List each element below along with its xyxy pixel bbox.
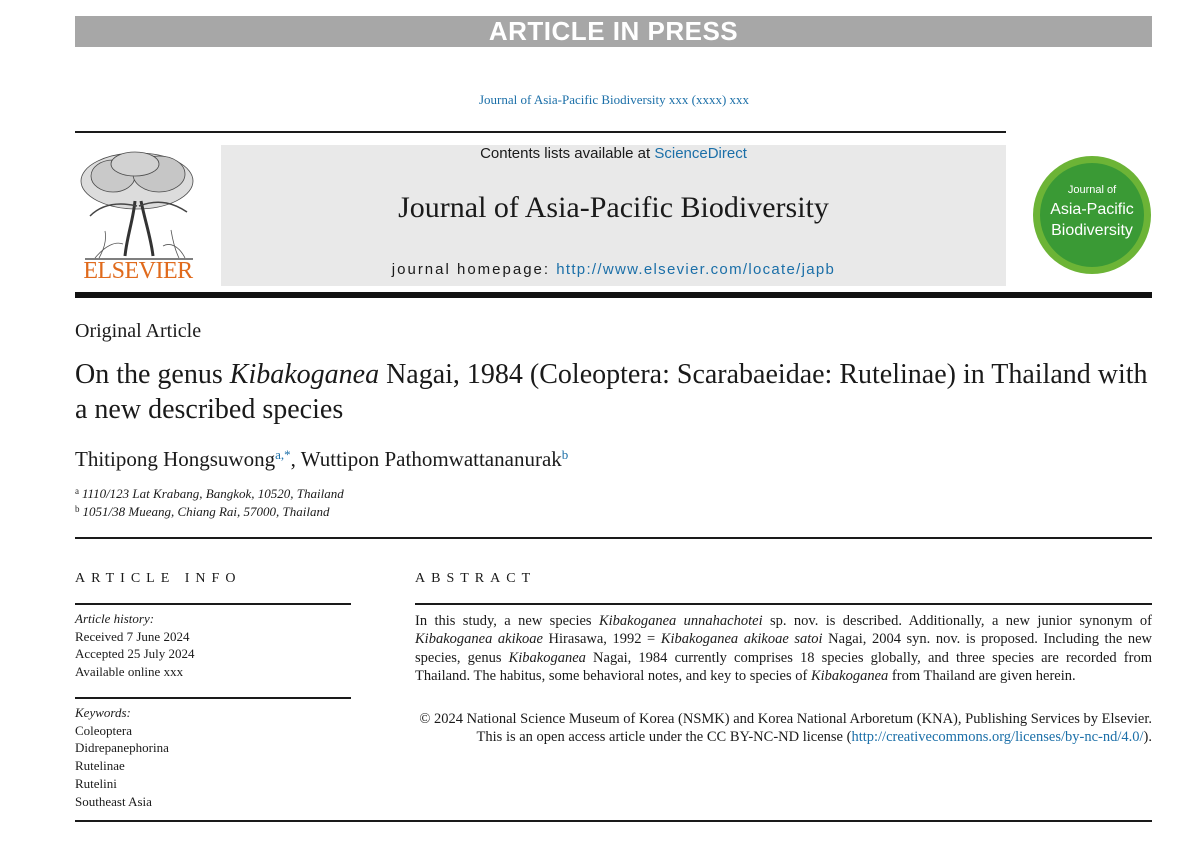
abstract-rule bbox=[415, 603, 1152, 605]
affiliation-b bbox=[75, 504, 330, 520]
copyright-text: © 2024 National Science Museum of Korea (NSMK) and Korea National Arboretum (KNA), Publishing Services by Elsevier. This is an open access article under the CC BY-NC-ND license ( bbox=[419, 711, 1152, 746]
keywords-block bbox=[75, 704, 169, 810]
title-part2: Nagai, 1984 (Coleoptera: Scarabaeidae: Rutelinae) in Thailand with a new described species bbox=[75, 359, 1148, 425]
journal-header-box bbox=[221, 145, 1006, 286]
keyword-item: Coleoptera bbox=[75, 722, 133, 738]
homepage-prefix: journal homepage: bbox=[391, 261, 557, 278]
journal-badge-line2: Asia-Pacific bbox=[1050, 201, 1134, 218]
species-name: Kibakoganea unnahachotei bbox=[598, 613, 763, 629]
header-thick-rule bbox=[75, 292, 1152, 298]
article-info-heading: ARTICLE INFO bbox=[75, 571, 242, 586]
keyword-item: Didrepanephorina bbox=[75, 740, 169, 756]
article-in-press-banner: ARTICLE IN PRESS bbox=[75, 16, 1152, 47]
homepage-link[interactable]: http://www.elsevier.com/locate/japb bbox=[556, 261, 836, 278]
journal-badge-line1: Journal of bbox=[1067, 184, 1117, 196]
history-accepted: Accepted 25 July 2024 bbox=[75, 646, 195, 662]
keyword-item: Rutelini bbox=[75, 775, 117, 791]
abstract-text-part: sp. nov. is described. Additionally, a new junior synonym of bbox=[762, 613, 1152, 629]
header-rule bbox=[75, 131, 1006, 133]
keyword-item: Rutelinae bbox=[75, 758, 125, 774]
affiliation-a bbox=[75, 486, 344, 502]
affiliation-b-mark: b bbox=[75, 504, 80, 514]
title-part1: On the genus bbox=[75, 359, 230, 390]
copyright-notice bbox=[415, 710, 1152, 747]
abstract-text-part: from Thailand are given herein. bbox=[888, 667, 1076, 684]
species-name: Kibakoganea akikoae satoi bbox=[660, 631, 823, 648]
abstract-text-part: Nagai, 2004 syn. nov. is proposed. Including the new species, genus bbox=[415, 631, 1152, 666]
article-type: Original Article bbox=[75, 320, 202, 342]
section-divider bbox=[75, 537, 1152, 539]
affiliation-a-text: 1110/123 Lat Krabang, Bangkok, 10520, Thailand bbox=[82, 486, 344, 501]
contents-prefix: Contents lists available at bbox=[480, 145, 655, 162]
sciencedirect-link[interactable]: ScienceDirect bbox=[654, 145, 747, 162]
author-1-marks[interactable]: a,* bbox=[275, 447, 291, 462]
homepage-line bbox=[221, 261, 1006, 278]
copyright-end: ). bbox=[1143, 729, 1152, 746]
journal-citation[interactable]: Journal of Asia-Pacific Biodiversity xxx (xxxx) xxx bbox=[478, 92, 750, 107]
elsevier-wordmark: ELSEVIER bbox=[83, 258, 193, 284]
author-list bbox=[75, 447, 568, 472]
article-info-rule bbox=[75, 603, 351, 605]
abstract-text-part: Nagai, 1984 currently comprises 18 species globally, and three species are recorded from Thailand. The habitus, some behavioral notes, and key to species of bbox=[415, 649, 1152, 684]
genus-name: Kibakoganea bbox=[508, 649, 586, 666]
journal-badge-line3: Biodiversity bbox=[1051, 222, 1133, 239]
species-name: Kibakoganea akikoae bbox=[415, 631, 543, 648]
keywords-label: Keywords: bbox=[75, 705, 131, 720]
affiliation-a-mark: a bbox=[75, 486, 79, 496]
author-separator: , bbox=[290, 447, 301, 471]
abstract-heading: ABSTRACT bbox=[415, 571, 537, 586]
history-label: Article history: bbox=[75, 611, 155, 626]
abstract-text bbox=[415, 612, 1152, 685]
abstract-text-part: Hirasawa, 1992 = bbox=[542, 631, 661, 648]
journal-name: Journal of Asia-Pacific Biodiversity bbox=[398, 191, 829, 224]
title-genus: Kibakoganea bbox=[229, 359, 380, 390]
genus-name: Kibakoganea bbox=[810, 667, 889, 684]
history-online: Available online xxx bbox=[75, 664, 184, 680]
license-link[interactable]: http://creativecommons.org/licenses/by-nc-nd/4.0/ bbox=[851, 729, 1144, 746]
keywords-rule bbox=[75, 697, 351, 699]
author-2[interactable]: Wuttipon Pathomwattananurak bbox=[300, 447, 562, 471]
contents-line bbox=[221, 145, 1006, 162]
bottom-rule bbox=[75, 820, 1152, 822]
abstract-text-part: In this study, a new species bbox=[415, 613, 599, 629]
history-received: Received 7 June 2024 bbox=[75, 628, 190, 644]
keyword-item: Southeast Asia bbox=[75, 793, 152, 809]
author-1[interactable]: Thitipong Hongsuwong bbox=[75, 447, 276, 471]
article-history bbox=[75, 610, 195, 681]
affiliation-b-text: 1051/38 Mueang, Chiang Rai, 57000, Thailand bbox=[82, 504, 330, 519]
author-2-marks[interactable]: b bbox=[561, 447, 569, 462]
article-title bbox=[75, 357, 1155, 427]
